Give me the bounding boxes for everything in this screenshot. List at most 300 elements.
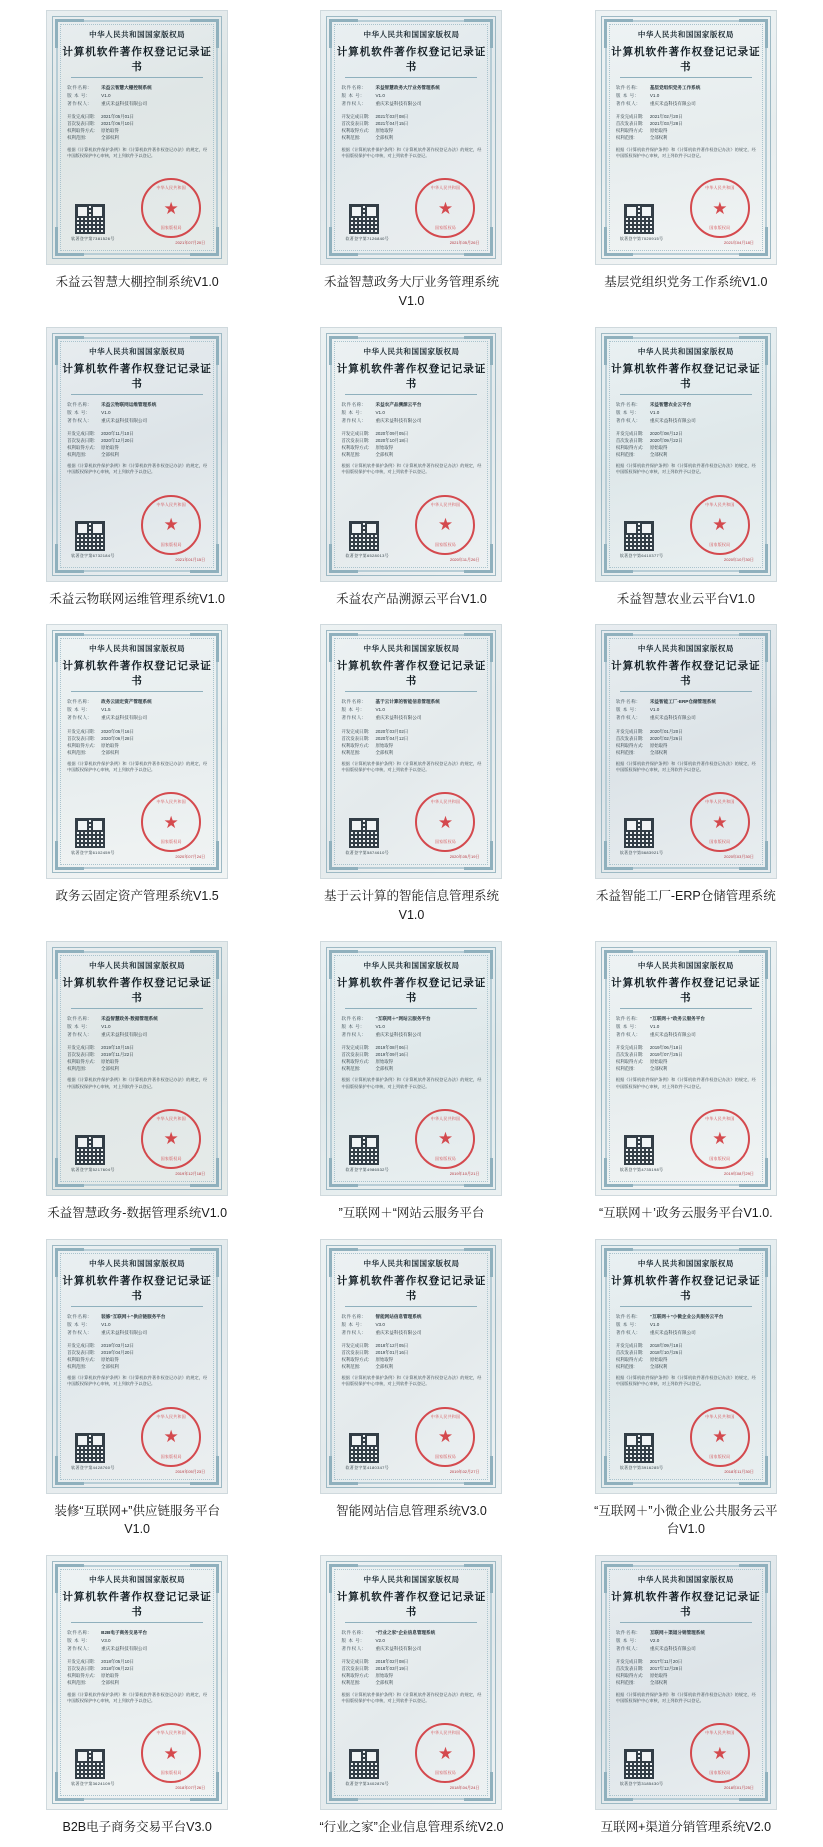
certificate-meta — [67, 1658, 207, 1686]
issuing-authority: 中华人民共和国国家版权局 — [89, 1258, 186, 1268]
certificate-image[interactable] — [46, 327, 228, 582]
seal-star-icon: ★ — [163, 515, 179, 534]
certificate-card[interactable] — [0, 1233, 274, 1550]
seal-top-label: 中华人民共和国 — [430, 1413, 461, 1419]
certificate-meta — [67, 113, 207, 141]
seal-top-label: 中华人民共和国 — [430, 1115, 461, 1121]
field-copyright-owner — [341, 1645, 481, 1652]
seal-bottom-label: 国家版权局 — [709, 839, 731, 845]
field-publication-date — [67, 735, 207, 742]
certificate-image[interactable] — [320, 1555, 502, 1810]
field-version — [341, 1321, 481, 1328]
value-publication-date: 2019年07月25日 — [649, 1052, 683, 1058]
registration-number: 软著登字第4735198号 — [619, 1166, 664, 1172]
official-seal-icon — [141, 1109, 201, 1169]
value-development-date: 2018年12月05日 — [375, 1342, 409, 1348]
field-publication-date — [616, 735, 756, 742]
value-publication-date: 2019年09月16日 — [375, 1052, 409, 1058]
certificate-fields — [67, 401, 207, 425]
seal-star-icon: ★ — [712, 515, 728, 534]
label-software-name: 软件名称: — [67, 699, 90, 705]
qr-code-icon — [624, 1433, 654, 1463]
certificate-footer — [335, 1107, 487, 1181]
field-development-date — [341, 728, 481, 735]
label-publication-date: 首次发表日期: — [341, 1052, 370, 1058]
field-development-date — [67, 1342, 207, 1349]
seal-star-icon: ★ — [163, 812, 179, 832]
field-publication-date — [67, 120, 207, 127]
certificate-footer — [610, 493, 762, 567]
field-publication-date — [341, 120, 481, 127]
certificate-image[interactable] — [46, 1555, 228, 1810]
field-copyright-owner — [341, 1329, 481, 1336]
certificate-card[interactable] — [274, 618, 548, 935]
label-rights-scope: 权利范围: — [67, 749, 86, 755]
seal-star-icon: ★ — [712, 1743, 728, 1763]
label-copyright-owner: 著作权人: — [615, 1329, 638, 1335]
value-development-date: 2020年01月20日 — [649, 728, 683, 734]
label-rights-acquisition: 权利取得方式: — [67, 1356, 95, 1362]
value-development-date: 2021年05月01日 — [101, 114, 134, 120]
value-rights-scope: 全部权利 — [375, 1363, 394, 1369]
value-development-date: 2020年08月12日 — [649, 430, 683, 436]
certificate-note: 根据《计算机软件保护条例》和《计算机软件著作权登记办法》的规定，经中国版权保护中心审核，对上列软件予以登记。 — [615, 760, 756, 773]
certificate-caption: 政务云固定资产管理系统V1.5 — [55, 889, 219, 904]
certificate-card[interactable] — [0, 618, 274, 935]
label-copyright-owner: 著作权人: — [615, 715, 638, 721]
field-version — [67, 92, 207, 99]
value-development-date: 2019年08月06日 — [375, 1045, 409, 1051]
title-divider — [71, 1306, 203, 1307]
label-publication-date: 首次发表日期: — [615, 437, 644, 443]
label-version: 版 本 号: — [341, 93, 363, 99]
issuing-authority: 中华人民共和国国家版权局 — [637, 30, 734, 39]
certificate-card[interactable] — [0, 1549, 274, 1847]
field-development-date — [67, 113, 207, 120]
field-version — [341, 409, 481, 416]
label-rights-acquisition: 权利取得方式: — [67, 1059, 95, 1065]
issue-date: 2020年07月24日 — [175, 854, 206, 860]
certificate-footer — [335, 790, 487, 864]
certificate-image[interactable] — [320, 10, 502, 265]
issuing-authority: 中华人民共和国国家版权局 — [89, 30, 186, 39]
registration-number: 软著登字第6732184号 — [71, 552, 115, 558]
seal-top-label: 中华人民共和国 — [156, 1413, 186, 1419]
seal-top-label: 中华人民共和国 — [156, 1730, 186, 1735]
registration-number: 软著登字第6102459号 — [71, 850, 115, 856]
document-title: 计算机软件著作权登记记录证书 — [611, 977, 761, 1004]
title-divider — [620, 1306, 752, 1307]
title-divider — [620, 394, 752, 395]
certificate-caption: 装修“互联网+”供应链服务平台V1.0 — [54, 1503, 220, 1537]
certificate-meta — [67, 1044, 207, 1072]
field-version — [616, 409, 756, 416]
label-rights-acquisition: 权利取得方式: — [341, 1673, 370, 1679]
certificate-meta — [616, 1342, 756, 1370]
certificate-image[interactable] — [320, 624, 502, 879]
value-version: V1.0 — [375, 707, 385, 713]
label-publication-date: 首次发表日期: — [67, 1349, 95, 1355]
certificate-card[interactable] — [549, 1549, 823, 1847]
label-development-date: 开发完成日期: — [67, 1045, 95, 1051]
seal-top-label: 中华人民共和国 — [705, 1413, 735, 1419]
issuing-authority: 中华人民共和国国家版权局 — [637, 644, 734, 654]
value-rights-scope: 全部权利 — [101, 1680, 119, 1686]
certificate-caption: 智能网站信息管理系统V3.0 — [336, 1503, 487, 1518]
field-software-name — [616, 1313, 756, 1320]
label-rights-acquisition: 权利取得方式: — [67, 742, 95, 748]
value-version: V1.0 — [649, 409, 660, 415]
field-copyright-owner — [616, 100, 756, 107]
certificate-meta — [341, 1342, 481, 1370]
certificate-card[interactable] — [274, 4, 548, 321]
certificate-fields — [341, 1313, 481, 1337]
certificate-meta — [341, 728, 481, 756]
certificate-image[interactable] — [46, 941, 228, 1196]
certificate-meta — [67, 1342, 207, 1370]
field-rights-scope — [341, 1679, 481, 1686]
field-software-name — [67, 1313, 207, 1320]
value-software-name: 禾益农产品溯源云平台 — [375, 401, 422, 407]
registration-number: 软著登字第6410377号 — [619, 552, 664, 558]
value-development-date: 2020年05月16日 — [101, 728, 134, 734]
certificate-note: 根据《计算机软件保护条例》和《计算机软件著作权登记办法》的规定，经中国版权保护中心审核，对上列软件予以登记。 — [67, 760, 208, 773]
value-rights-acquisition: 原始取得 — [649, 1673, 668, 1679]
certificate-footer — [61, 1405, 213, 1479]
field-rights-scope — [616, 1065, 756, 1072]
certificate-image[interactable] — [595, 10, 777, 265]
certificate-image[interactable] — [320, 941, 502, 1196]
certificate-fields — [67, 1313, 207, 1337]
value-rights-scope: 全部权利 — [375, 1066, 394, 1072]
issue-date: 2020年03月30日 — [724, 854, 754, 860]
field-rights-scope — [616, 1679, 756, 1686]
issuing-authority: 中华人民共和国国家版权局 — [363, 960, 460, 970]
certificate-card[interactable] — [274, 1549, 548, 1847]
field-rights-scope — [616, 1363, 756, 1370]
field-development-date — [616, 1342, 756, 1349]
label-rights-acquisition: 权利取得方式: — [341, 1059, 370, 1065]
field-version — [341, 706, 481, 713]
field-copyright-owner — [67, 1645, 207, 1652]
certificate-fields — [616, 698, 756, 722]
field-software-name — [67, 698, 207, 705]
label-version: 版 本 号: — [615, 1023, 637, 1029]
value-copyright-owner: 重庆禾益科技有限公司 — [375, 417, 422, 423]
certificate-note: 根据《计算机软件保护条例》和《计算机软件著作权登记办法》的规定，经中国版权保护中心审核，对上列软件予以登记。 — [615, 1691, 756, 1703]
value-publication-date: 2020年06月28日 — [101, 735, 134, 741]
label-software-name: 软件名称: — [615, 1313, 638, 1319]
certificate-footer — [61, 790, 213, 864]
certificate-meta — [616, 430, 756, 458]
certificate-card[interactable] — [549, 1233, 823, 1550]
title-divider — [345, 77, 477, 78]
seal-star-icon: ★ — [437, 1427, 454, 1446]
label-publication-date: 首次发表日期: — [615, 1052, 644, 1058]
registration-number: 软著登字第3402876号 — [345, 1781, 389, 1786]
official-seal-icon — [141, 792, 201, 852]
label-copyright-owner: 著作权人: — [67, 101, 90, 107]
registration-number: 软著登字第3624109号 — [71, 1781, 115, 1786]
seal-bottom-label: 国家版权局 — [709, 1453, 731, 1459]
label-publication-date: 首次发表日期: — [615, 121, 644, 127]
field-development-date — [341, 113, 481, 120]
label-rights-scope: 权利范围: — [67, 1363, 86, 1369]
value-rights-acquisition: 原始取得 — [101, 1673, 119, 1679]
seal-bottom-label: 国家版权局 — [709, 1770, 731, 1775]
value-software-name: 禾益智慧政务大厅业务管理系统 — [375, 85, 440, 90]
field-rights-acquisition — [616, 444, 756, 451]
certificate-note: 根据《计算机软件保护条例》和《计算机软件著作权登记办法》的规定，经中国版权保护中心审核，对上列软件予以登记。 — [341, 760, 482, 773]
label-software-name: 软件名称: — [67, 1015, 90, 1021]
certificate-meta — [616, 728, 756, 756]
label-development-date: 开发完成日期: — [67, 1659, 95, 1665]
value-publication-date: 2020年12月20日 — [101, 437, 134, 443]
certificate-card[interactable] — [0, 4, 274, 321]
certificate-card[interactable] — [549, 321, 823, 619]
field-rights-acquisition — [341, 1356, 481, 1363]
seal-star-icon: ★ — [712, 812, 728, 832]
label-software-name: 软件名称: — [67, 1630, 90, 1635]
label-development-date: 开发完成日期: — [341, 1342, 370, 1348]
certificate-card[interactable] — [274, 321, 548, 619]
certificate-caption: 基于云计算的智能信息管理系统V1.0 — [323, 889, 499, 922]
field-version — [616, 1321, 756, 1328]
seal-bottom-label: 国家版权局 — [434, 1770, 456, 1775]
issuing-authority: 中华人民共和国国家版权局 — [89, 1575, 186, 1584]
label-version: 版 本 号: — [67, 1638, 88, 1644]
certificate-fields — [67, 698, 207, 722]
label-rights-scope: 权利范围: — [67, 1066, 86, 1072]
field-copyright-owner — [616, 1329, 756, 1336]
value-copyright-owner: 重庆禾益科技有限公司 — [375, 1031, 422, 1037]
registration-number: 软著登字第3916285号 — [619, 1464, 664, 1470]
certificate-card[interactable] — [0, 321, 274, 619]
certificate-caption: 禾益智慧政务大厅业务管理系统V1.0 — [323, 275, 499, 308]
value-copyright-owner: 重庆禾益科技有限公司 — [649, 1646, 696, 1652]
label-rights-acquisition: 权利取得方式: — [67, 1673, 95, 1679]
registration-number: 软著登字第4986532号 — [345, 1166, 389, 1172]
certificate-image[interactable] — [595, 941, 777, 1196]
label-software-name: 软件名称: — [341, 699, 364, 705]
seal-star-icon: ★ — [437, 1743, 454, 1763]
document-title: 计算机软件著作权登记记录证书 — [336, 47, 487, 73]
field-copyright-owner — [616, 1645, 756, 1652]
value-rights-acquisition: 原始取得 — [101, 128, 119, 134]
certificate-image[interactable] — [320, 1239, 502, 1494]
value-software-name: “互联网＋”小微企业公共服务云平台 — [649, 1313, 724, 1319]
label-development-date: 开发完成日期: — [341, 430, 370, 436]
qr-code-icon — [349, 1749, 379, 1779]
value-rights-acquisition: 原始取得 — [375, 444, 394, 450]
value-software-name: 政务云固定资产管理系统 — [101, 699, 152, 705]
value-copyright-owner: 重庆禾益科技有限公司 — [649, 715, 696, 721]
label-rights-acquisition: 权利取得方式: — [341, 444, 370, 450]
seal-top-label: 中华人民共和国 — [156, 185, 186, 190]
label-copyright-owner: 著作权人: — [67, 417, 90, 423]
field-development-date — [616, 430, 756, 437]
document-title: 计算机软件著作权登记记录证书 — [611, 661, 761, 688]
field-version — [341, 1637, 481, 1644]
seal-star-icon: ★ — [712, 1427, 728, 1446]
issue-date: 2021年04月18日 — [724, 240, 754, 245]
qr-code-icon — [624, 521, 654, 551]
official-seal-icon — [415, 1407, 475, 1467]
title-divider — [345, 1622, 477, 1623]
label-software-name: 软件名称: — [615, 1015, 638, 1021]
field-software-name — [67, 1015, 207, 1022]
field-copyright-owner — [341, 1031, 481, 1038]
certificate-card[interactable] — [0, 935, 274, 1233]
certificate-image[interactable] — [46, 1239, 228, 1494]
value-version: V1.5 — [101, 707, 111, 713]
value-rights-acquisition: 原始取得 — [649, 1059, 668, 1065]
field-publication-date — [616, 1665, 756, 1672]
label-publication-date: 首次发表日期: — [341, 121, 370, 127]
label-version: 版 本 号: — [341, 409, 363, 415]
certificate-image[interactable] — [320, 327, 502, 582]
label-copyright-owner: 著作权人: — [341, 417, 364, 423]
label-rights-scope: 权利范围: — [67, 451, 86, 457]
certificate-card[interactable] — [549, 4, 823, 321]
value-rights-acquisition: 原始取得 — [649, 742, 668, 748]
label-version: 版 本 号: — [67, 93, 88, 99]
field-copyright-owner — [341, 417, 481, 424]
field-development-date — [341, 1044, 481, 1051]
document-title: 计算机软件著作权登记记录证书 — [611, 1275, 761, 1302]
value-publication-date: 2021年06月10日 — [101, 121, 134, 127]
value-development-date: 2019年10月15日 — [101, 1045, 134, 1051]
value-development-date: 2018年09月18日 — [649, 1342, 683, 1348]
label-software-name: 软件名称: — [67, 85, 90, 90]
certificate-image[interactable] — [595, 327, 777, 582]
certificate-card[interactable] — [549, 618, 823, 935]
certificate-image[interactable] — [595, 624, 777, 879]
seal-bottom-label: 国家版权局 — [434, 839, 456, 845]
certificate-image[interactable] — [46, 624, 228, 879]
seal-bottom-label: 国家版权局 — [434, 1453, 456, 1459]
value-rights-scope: 全部权利 — [649, 1066, 668, 1072]
label-development-date: 开发完成日期: — [341, 114, 370, 120]
seal-top-label: 中华人民共和国 — [705, 799, 735, 805]
document-title: 计算机软件著作权登记记录证书 — [611, 1592, 761, 1618]
field-publication-date — [67, 1665, 207, 1672]
value-rights-scope: 全部权利 — [649, 1363, 668, 1369]
label-rights-acquisition: 权利取得方式: — [341, 1356, 370, 1362]
field-version — [67, 1023, 207, 1030]
field-development-date — [67, 430, 207, 437]
seal-star-icon: ★ — [437, 198, 454, 218]
field-copyright-owner — [616, 1031, 756, 1038]
certificate-caption: 禾益智能工厂-ERP仓储管理系统 — [595, 889, 776, 904]
seal-bottom-label: 国家版权局 — [434, 225, 456, 230]
certificate-footer — [335, 1405, 487, 1479]
certificate-fields — [341, 401, 481, 425]
certificate-footer — [61, 493, 213, 567]
field-rights-scope — [616, 451, 756, 458]
certificate-note: 根据《计算机软件保护条例》和《计算机软件著作权登记办法》的规定，经中国版权保护中心审核，对上列软件予以登记。 — [341, 1375, 482, 1387]
value-copyright-owner: 重庆禾益科技有限公司 — [101, 101, 148, 107]
label-rights-scope: 权利范围: — [615, 1066, 635, 1072]
field-rights-acquisition — [341, 444, 481, 451]
certificate-image[interactable] — [595, 1555, 777, 1810]
certificate-caption: 互联网+渠道分销管理系统V2.0 — [600, 1820, 772, 1834]
value-software-name: “互联网＋”政务云服务平台 — [649, 1015, 705, 1021]
certificate-meta — [341, 430, 481, 458]
title-divider — [620, 1008, 752, 1009]
label-copyright-owner: 著作权人: — [341, 1329, 364, 1335]
label-software-name: 软件名称: — [615, 85, 638, 90]
value-software-name: 基于云计算的智能信息管理系统 — [375, 699, 440, 705]
registration-number: 软著登字第6528013号 — [345, 552, 389, 558]
qr-code-icon — [624, 204, 654, 234]
certificate-fields — [616, 1015, 756, 1039]
certificate-footer — [610, 1721, 762, 1795]
field-version — [341, 1023, 481, 1030]
certificate-image[interactable] — [595, 1239, 777, 1494]
value-rights-scope: 全部权利 — [101, 1363, 119, 1369]
field-software-name — [616, 401, 756, 408]
issue-date: 2021年01月15日 — [175, 556, 206, 562]
value-rights-scope: 全部权利 — [375, 135, 394, 141]
certificate-card[interactable] — [274, 1233, 548, 1550]
label-rights-acquisition: 权利取得方式: — [615, 1673, 644, 1679]
title-divider — [345, 691, 477, 692]
seal-bottom-label: 国家版权局 — [709, 225, 731, 230]
issue-date: 2020年05月19日 — [449, 854, 480, 860]
value-rights-acquisition: 原始取得 — [375, 1673, 394, 1679]
field-rights-scope — [67, 1065, 207, 1072]
label-rights-acquisition: 权利取得方式: — [67, 128, 95, 134]
seal-bottom-label: 国家版权局 — [709, 541, 731, 547]
value-rights-scope: 全部权利 — [649, 749, 668, 755]
label-rights-acquisition: 权利取得方式: — [615, 1356, 644, 1362]
issuing-authority: 中华人民共和国国家版权局 — [637, 1258, 734, 1268]
certificate-caption: 禾益智慧农业云平台V1.0 — [616, 591, 755, 606]
certificate-fields — [341, 1015, 481, 1039]
field-version — [67, 409, 207, 416]
field-copyright-owner — [341, 100, 481, 107]
certificate-caption: 禾益云物联网运维管理系统V1.0 — [49, 591, 226, 606]
label-software-name: 软件名称: — [341, 1630, 364, 1635]
value-software-name: 装修“互联网＋”供应链服务平台 — [101, 1313, 166, 1319]
value-development-date: 2021年03月08日 — [375, 114, 409, 120]
certificate-note: 根据《计算机软件保护条例》和《计算机软件著作权登记办法》的规定，经中国版权保护中心审核，对上列软件予以登记。 — [67, 1375, 208, 1387]
field-software-name — [341, 1015, 481, 1022]
value-development-date: 2017年11月20日 — [649, 1659, 683, 1665]
certificate-fields — [341, 84, 481, 108]
certificate-card[interactable] — [549, 935, 823, 1233]
field-software-name — [341, 1629, 481, 1636]
certificate-fields — [341, 698, 481, 722]
value-publication-date: 2021年04月15日 — [375, 121, 409, 127]
field-development-date — [341, 1342, 481, 1349]
seal-bottom-label: 国家版权局 — [160, 225, 182, 230]
field-version — [616, 1023, 756, 1030]
official-seal-icon — [690, 495, 750, 555]
field-rights-acquisition — [341, 1672, 481, 1679]
label-rights-scope: 权利范围: — [341, 451, 361, 457]
field-rights-acquisition — [67, 1058, 207, 1065]
label-development-date: 开发完成日期: — [615, 728, 644, 734]
certificate-card[interactable] — [274, 935, 548, 1233]
value-publication-date: 2020年02月26日 — [649, 735, 683, 741]
label-copyright-owner: 著作权人: — [67, 1031, 90, 1037]
certificate-image[interactable] — [46, 10, 228, 265]
value-software-name: 禾益云智慧大棚控制系统 — [101, 85, 152, 90]
certificate-meta — [67, 430, 207, 458]
value-development-date: 2020年11月10日 — [101, 430, 134, 436]
